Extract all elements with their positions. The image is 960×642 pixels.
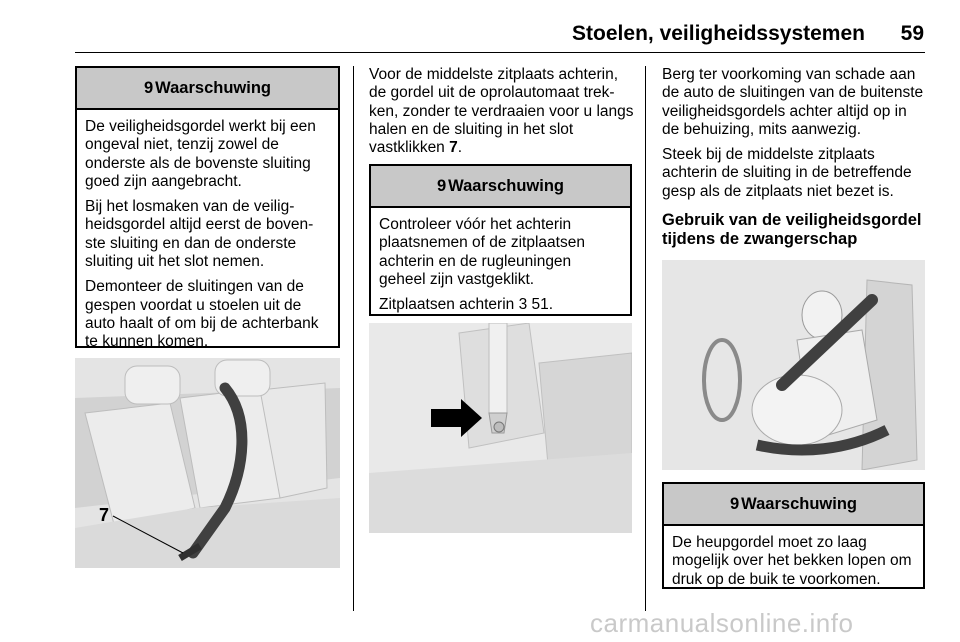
warning-header — [664, 484, 923, 526]
watermark: carmanualsonline.info — [590, 608, 854, 638]
figure-rear-seat-belt — [75, 358, 340, 568]
intro-end: . — [457, 139, 463, 157]
column-divider-2 — [645, 66, 646, 611]
warning-paragraph: Controleer vóór het achterin plaatsnemen of de zitplaatsen achterin en de rugleuningen geheel zijn vastgeklikt. — [379, 216, 585, 288]
warning-title: Waarschuwing — [741, 495, 857, 513]
figure-pregnancy — [662, 260, 925, 470]
warning-icon: 9 — [143, 79, 154, 97]
warning-body — [371, 208, 630, 327]
warning-body — [664, 526, 923, 602]
intro-text: Voor de middelste zitplaats achterin, de gordel uit de oprolautomaat trek-ken, zonder te verdraaien voor u langs halen en de sluiting in het slot vastklikken — [369, 66, 634, 157]
body-text-col2 — [369, 66, 634, 164]
body-text-col3 — [662, 66, 927, 249]
warning-header — [77, 68, 338, 110]
warning-body — [77, 110, 338, 365]
warning-box-pregnancy — [662, 482, 925, 589]
intro-ref: 7 — [449, 139, 458, 157]
warning-title: Waarschuwing — [155, 79, 271, 97]
ref-page: 51. — [527, 296, 554, 314]
ref-text: Zitplaatsen achterin — [379, 296, 519, 314]
body-paragraph: Steek bij de middelste zitplaats achterin de sluiting in de betreffende gesp als de zitplaats niet bezet is. — [662, 146, 912, 200]
warning-box-belt — [75, 66, 340, 351]
column-divider-1 — [353, 66, 354, 611]
warning-header — [371, 166, 630, 208]
warning-paragraph: De heupgordel moet zo laag mogelijk over het bekken lopen om druk op de buik te voorkomen. — [672, 534, 912, 588]
warning-icon: 9 — [436, 177, 447, 195]
ref-arrow-icon: 3 — [518, 296, 528, 314]
figure-buckle — [369, 323, 632, 533]
pregnancy-illustration — [662, 260, 925, 470]
buckle-illustration — [369, 323, 632, 533]
warning-reference — [379, 296, 622, 314]
subheading-pregnancy: Gebruik van de veiligheidsgordel tijdens de zwangerschap — [662, 211, 922, 249]
body-paragraph: Berg ter voorkoming van schade aan de auto de sluitingen van de buitenste veiligheidsgordels achter altijd op in de behuizing, mits aanwezig. — [662, 66, 924, 138]
figure-callout-label: 7 — [99, 505, 110, 525]
warning-box-seats — [369, 164, 632, 316]
section-title: Stoelen, veiligheidssystemen — [572, 22, 865, 45]
warning-icon: 9 — [729, 495, 740, 513]
warning-paragraph: De veiligheidsgordel werkt bij een ongeval niet, tenzij zowel de onderste als de bovenste sluiting goed zijn aangebracht. — [85, 118, 316, 190]
page-number: 59 — [900, 22, 924, 45]
header-rule — [75, 52, 925, 53]
warning-paragraph: Demonteer de sluitingen van de gespen voordat u stoelen uit de auto haalt of om bij de achterbank te kunnen komen. — [85, 278, 319, 351]
intro-paragraph — [369, 66, 634, 157]
warning-paragraph: Bij het losmaken van de veilig-heidsgordel altijd eerst de boven-ste sluiting en dan de onderste sluiting uit het slot nemen. — [85, 198, 314, 271]
warning-title: Waarschuwing — [448, 177, 564, 195]
rear-seat-illustration — [75, 358, 340, 568]
